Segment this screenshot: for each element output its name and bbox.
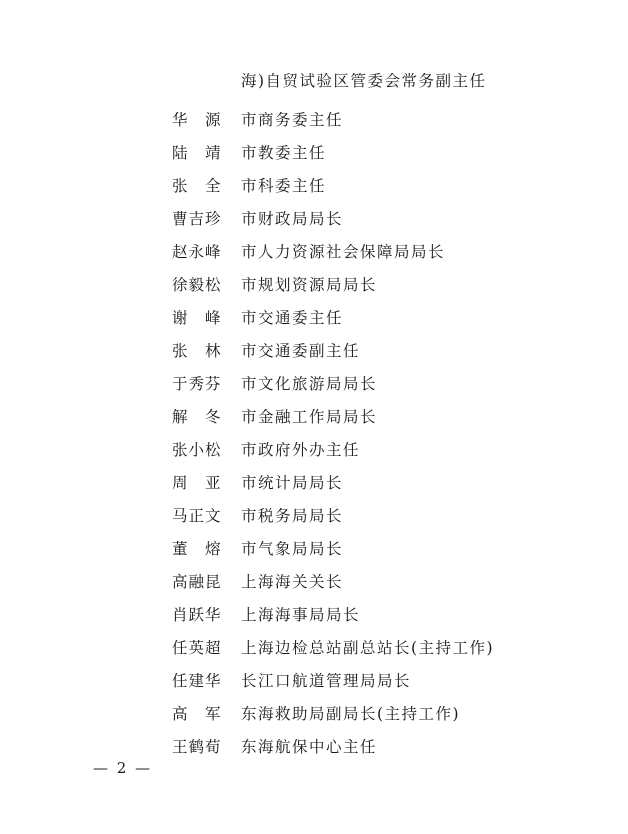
person-title: 市税务局局长 bbox=[241, 506, 344, 525]
person-name: 肖跃华 bbox=[172, 605, 222, 624]
person-title: 市统计局局长 bbox=[241, 473, 344, 492]
person-title: 上海海事局局长 bbox=[241, 605, 361, 624]
person-name: 马正文 bbox=[172, 506, 222, 525]
person-name: 张 林 bbox=[172, 341, 222, 360]
list-item bbox=[172, 730, 494, 763]
person-title: 市商务委主任 bbox=[241, 110, 344, 129]
list-item bbox=[172, 400, 494, 433]
person-name: 陆 靖 bbox=[172, 143, 222, 162]
person-name: 解 冬 bbox=[172, 407, 222, 426]
list-item bbox=[172, 268, 494, 301]
list-item bbox=[172, 466, 494, 499]
list-item bbox=[172, 301, 494, 334]
person-name: 徐毅松 bbox=[172, 275, 222, 294]
list-item bbox=[172, 334, 494, 367]
person-title: 市科委主任 bbox=[241, 176, 327, 195]
person-name: 任建华 bbox=[172, 671, 222, 690]
person-name: 张 全 bbox=[172, 176, 222, 195]
list-item bbox=[172, 532, 494, 565]
list-item bbox=[172, 598, 494, 631]
personnel-list bbox=[172, 103, 494, 763]
person-title: 市气象局局长 bbox=[241, 539, 344, 558]
list-item bbox=[172, 565, 494, 598]
continuation-line: 海)自贸试验区管委会常务副主任 bbox=[241, 72, 487, 90]
list-item bbox=[172, 136, 494, 169]
person-title: 长江口航道管理局局长 bbox=[241, 671, 412, 690]
person-name: 任英超 bbox=[172, 638, 222, 657]
person-title: 上海边检总站副总站长(主持工作) bbox=[241, 638, 495, 657]
person-name: 赵永峰 bbox=[172, 242, 222, 261]
person-title: 市人力资源社会保障局局长 bbox=[241, 242, 446, 261]
page-number: — 2 — bbox=[93, 759, 153, 777]
list-item bbox=[172, 664, 494, 697]
person-title: 市教委主任 bbox=[241, 143, 327, 162]
list-item bbox=[172, 235, 494, 268]
person-name: 张小松 bbox=[172, 440, 222, 459]
list-item bbox=[172, 631, 494, 664]
person-title: 东海航保中心主任 bbox=[241, 737, 378, 756]
person-title: 上海海关关长 bbox=[241, 572, 344, 591]
list-item bbox=[172, 499, 494, 532]
person-title: 市政府外办主任 bbox=[241, 440, 361, 459]
list-item bbox=[172, 202, 494, 235]
list-item bbox=[172, 103, 494, 136]
person-title: 市交通委副主任 bbox=[241, 341, 361, 360]
person-name: 谢 峰 bbox=[172, 308, 222, 327]
list-item bbox=[172, 367, 494, 400]
list-item bbox=[172, 697, 494, 730]
person-name: 高融昆 bbox=[172, 572, 222, 591]
person-title: 市交通委主任 bbox=[241, 308, 344, 327]
person-title: 市财政局局长 bbox=[241, 209, 344, 228]
person-name: 华 源 bbox=[172, 110, 222, 129]
person-name: 周 亚 bbox=[172, 473, 222, 492]
person-name: 于秀芬 bbox=[172, 374, 222, 393]
person-name: 王鹤荀 bbox=[172, 737, 222, 756]
person-title: 市金融工作局局长 bbox=[241, 407, 378, 426]
person-title: 市规划资源局局长 bbox=[241, 275, 378, 294]
person-name: 曹吉珍 bbox=[172, 209, 222, 228]
person-name: 高 军 bbox=[172, 704, 222, 723]
list-item bbox=[172, 169, 494, 202]
person-title: 东海救助局副局长(主持工作) bbox=[241, 704, 461, 723]
list-item bbox=[172, 433, 494, 466]
person-title: 市文化旅游局局长 bbox=[241, 374, 378, 393]
person-name: 董 熔 bbox=[172, 539, 222, 558]
